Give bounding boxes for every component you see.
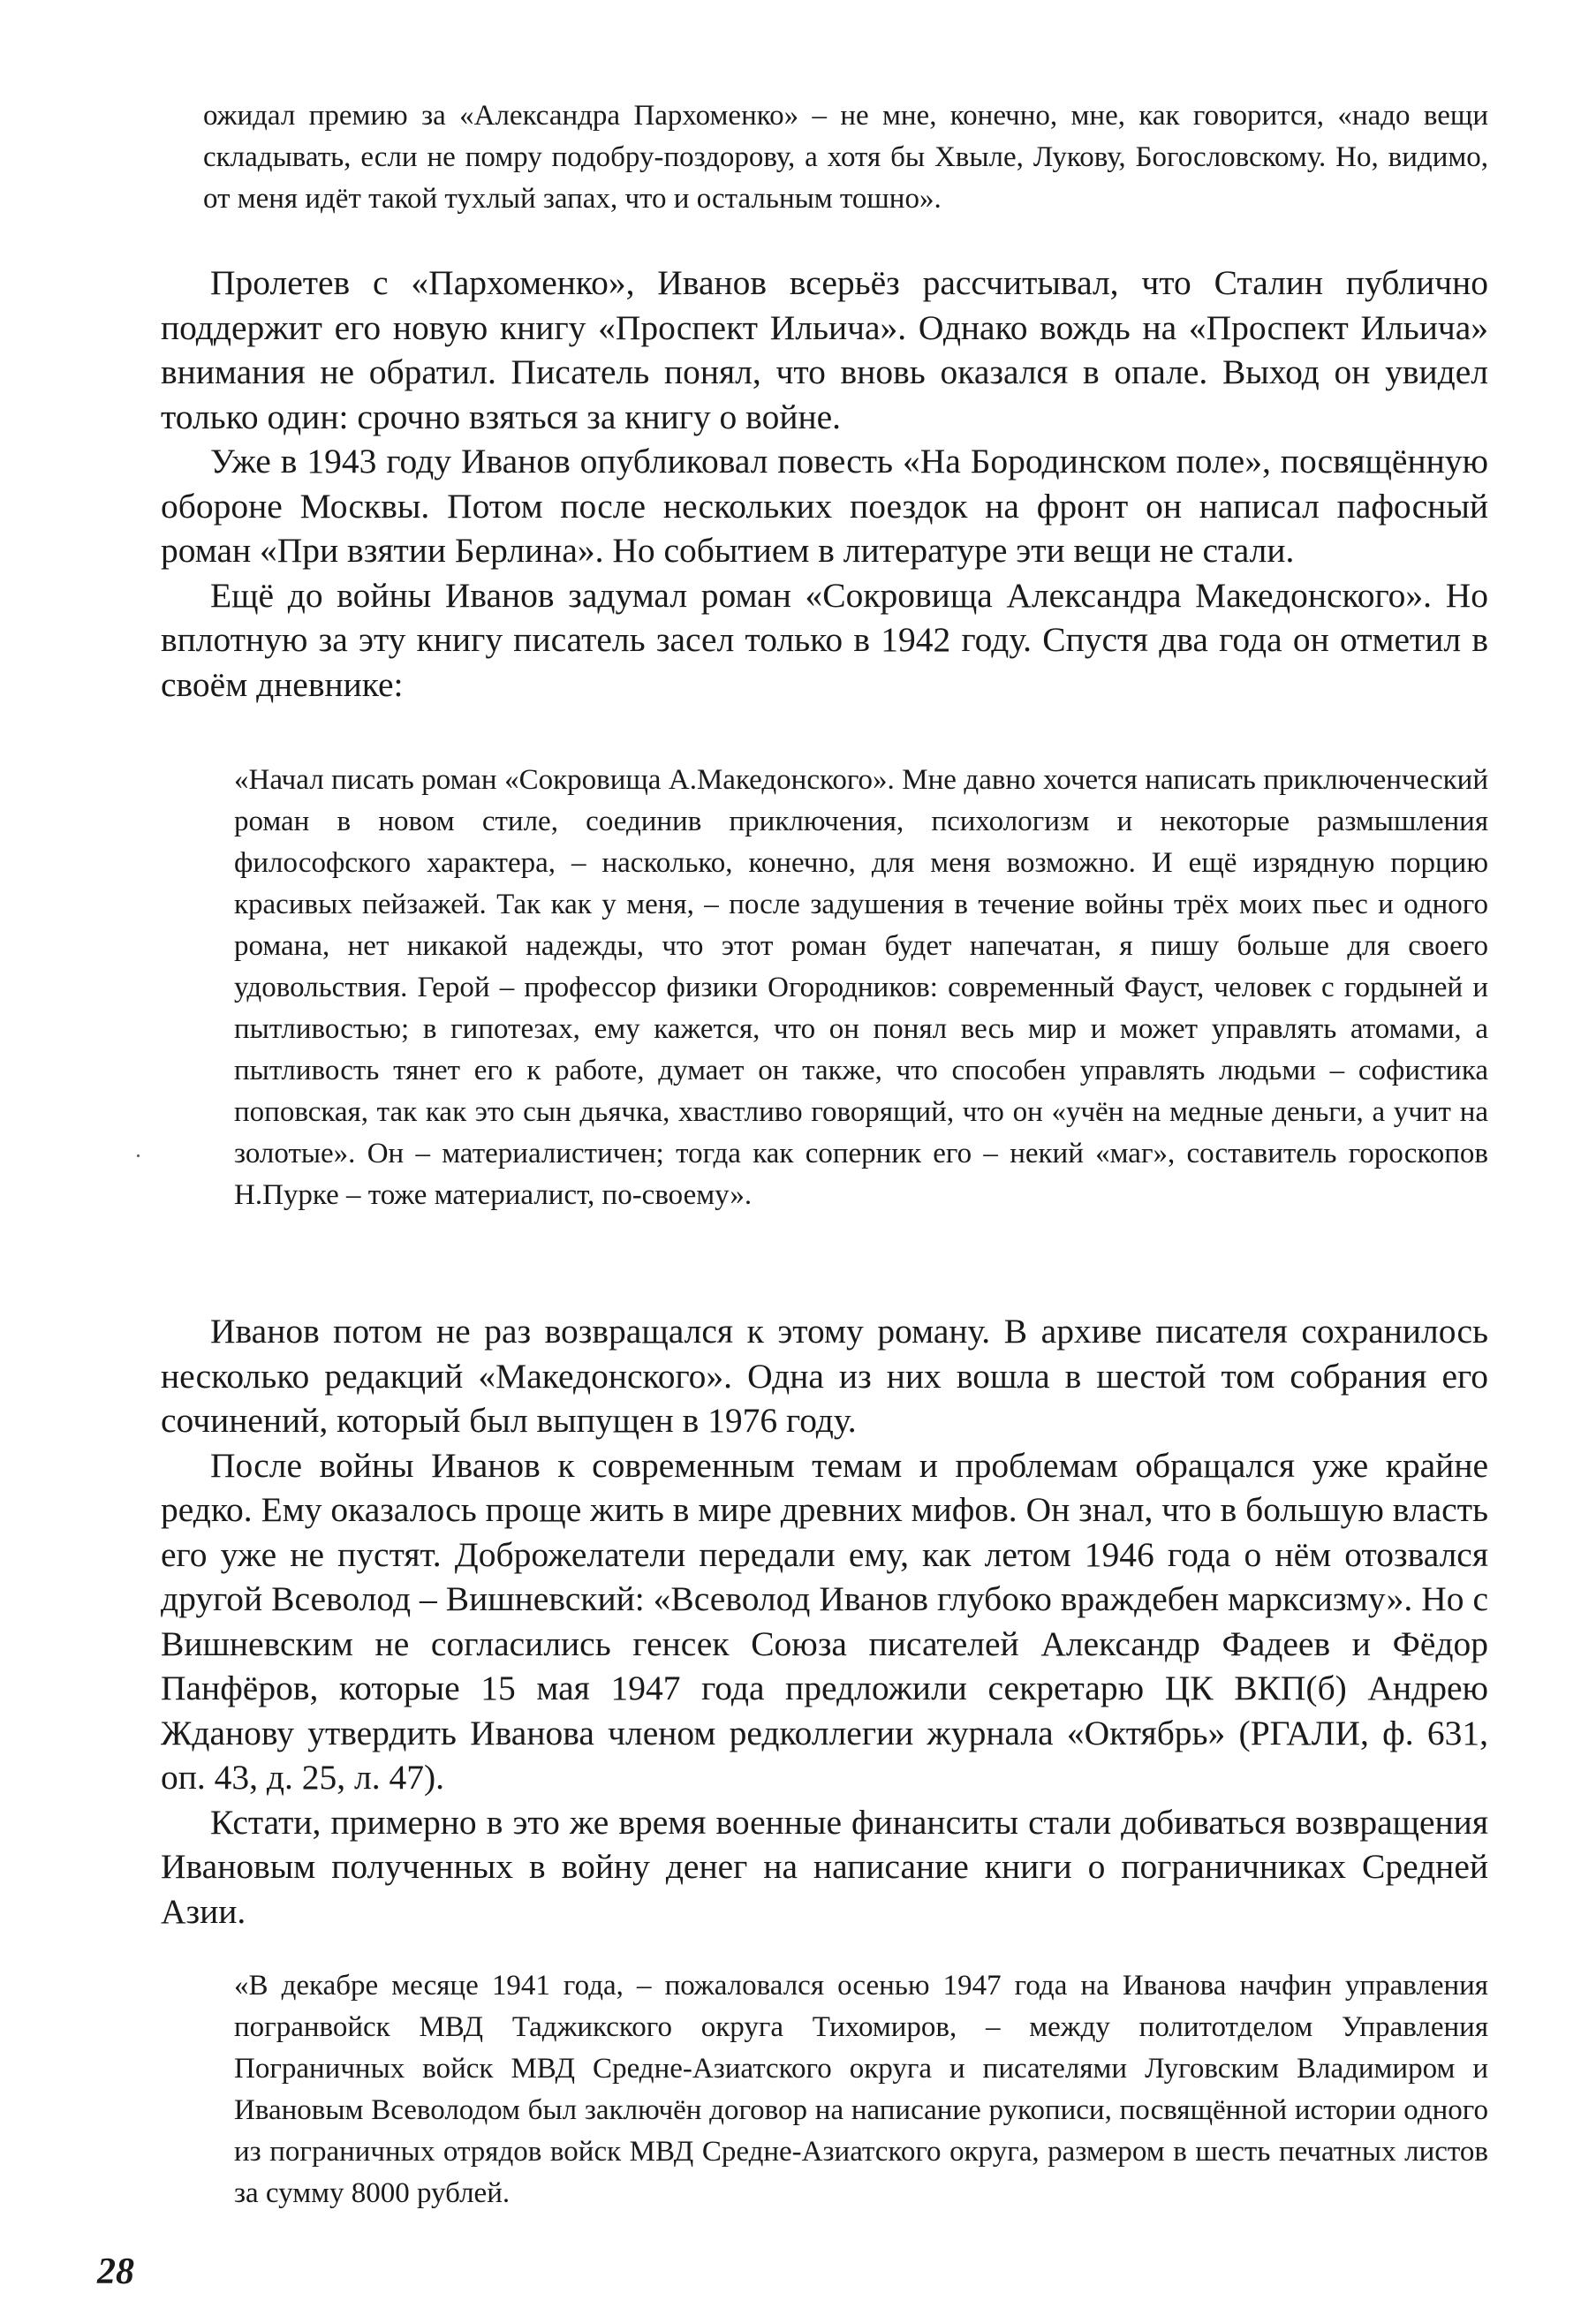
body-text-second: [161, 1309, 1488, 1934]
body-text-first: [161, 261, 1488, 707]
paragraph: После войны Иванов к современным темам и проблемам обращался уже крайне редко. Ему оказалось проще жить в мире древних мифов. Он знал, что в большую власть его уже не пустят. Доброжелатели передали ему, как летом 1946 года о нём отозвался другой Всеволод – Вишневский: «Всеволод Иванов глубоко враждебен марксизму». Но с Вишневским не согласились генсек Союза писателей Александр Фадеев и Фёдор Панфёров, которые 15 мая 1947 года предложили секретарю ЦК ВКП(б) Андрею Жданову утвердить Иванова членом редколлегии журнала «Октябрь» (РГАЛИ, ф. 631, оп. 43, д. 25, л. 47).: [161, 1445, 1488, 1797]
paragraph: Пролетев с «Пархоменко», Иванов всерьёз рассчитывал, что Сталин публично поддержит его новую книгу «Проспект Ильича». Однако вождь на «Проспект Ильича» внимания не обратил. Писатель понял, что вновь оказался в опале. Выход он увидел только один: срочно взяться за книгу о войне.: [161, 263, 1488, 436]
quote-block-top: [203, 95, 1488, 220]
paragraph: Иванов потом не раз возвращался к этому роману. В архиве писателя сохранилось несколько редакций «Македонского». Одна из них вошла в шестой том собрания его сочинений, который был выпущен в 1976 году.: [161, 1312, 1488, 1440]
quote-block-complaint: [234, 1965, 1488, 2214]
page-number: 28: [97, 2252, 134, 2292]
paragraph: Кстати, примерно в это же время военные финанситы стали добиваться возвращения Ивановым полученных в войну денег на написание книги о пограничниках Средней Азии.: [161, 1802, 1488, 1931]
quote-text: «Начал писать роман «Сокровища А.Македонского». Мне давно хочется написать приключенческий роман в новом стиле, соединив приключения, психологизм и некоторые размышления философского характера, – насколько, конечно, для меня возможно. И ещё изрядную порцию красивых пейзажей. Так как у меня, – после задушения в течение войны трёх моих пьес и одного романа, нет никакой надежды, что этот роман будет напечатан, я пишу больше для своего удовольствия. Герой – профессор физики Огородников: современный Фауст, человек с гордыней и пытливостью; в гипотезах, ему кажется, что он понял весь мир и может управлять атомами, а пытливость тянет его к работе, думает он также, что способен управлять людьми – софистика поповская, так как это сын дьячка, хвастливо говорящий, что он «учён на медные деньги, а учит на золотые». Он – материалистичен; тогда как соперник его – некий «маг», составитель гороскопов Н.Пурке – тоже материалист, по-своему».: [234, 764, 1488, 1211]
paragraph: Ещё до войны Иванов задумал роман «Сокровища Александра Македонского». Но вплотную за эту книгу писатель засел только в 1942 году. Спустя два года он отметил в своём дневнике:: [161, 575, 1488, 704]
quote-block-diary: [234, 760, 1488, 1216]
quote-text: ожидал премию за «Александра Пархоменко» – не мне, конечно, мне, как говорится, «надо вещи складывать, если не помру подобру-поздорову, а хотя бы Хвыле, Лукову, Богословскому. Но, видимо, от меня идёт такой тухлый запах, что и остальным тошно».: [203, 100, 1488, 215]
quote-text: «В декабре месяце 1941 года, – пожаловался осенью 1947 года на Иванова начфин управления погранвойск МВД Таджикского округа Тихомиров, – между политотделом Управления Пограничных войск МВД Средне-Азиатского округа и писателями Луговским Владимиром и Ивановым Всеволодом был заключён договор на написание рукописи, посвящённой истории одного из пограничных отрядов войск МВД Средне-Азиатского округа, размером в шесть печатных листов за сумму 8000 рублей.: [234, 1970, 1488, 2209]
scan-speck: [137, 1154, 140, 1157]
paragraph: Уже в 1943 году Иванов опубликовал повесть «На Бородинском поле», посвящённую обороне Москвы. Потом после нескольких поездок на фронт он написал пафосный роман «При взятии Берлина». Но событием в литературе эти вещи не стали.: [161, 442, 1488, 570]
